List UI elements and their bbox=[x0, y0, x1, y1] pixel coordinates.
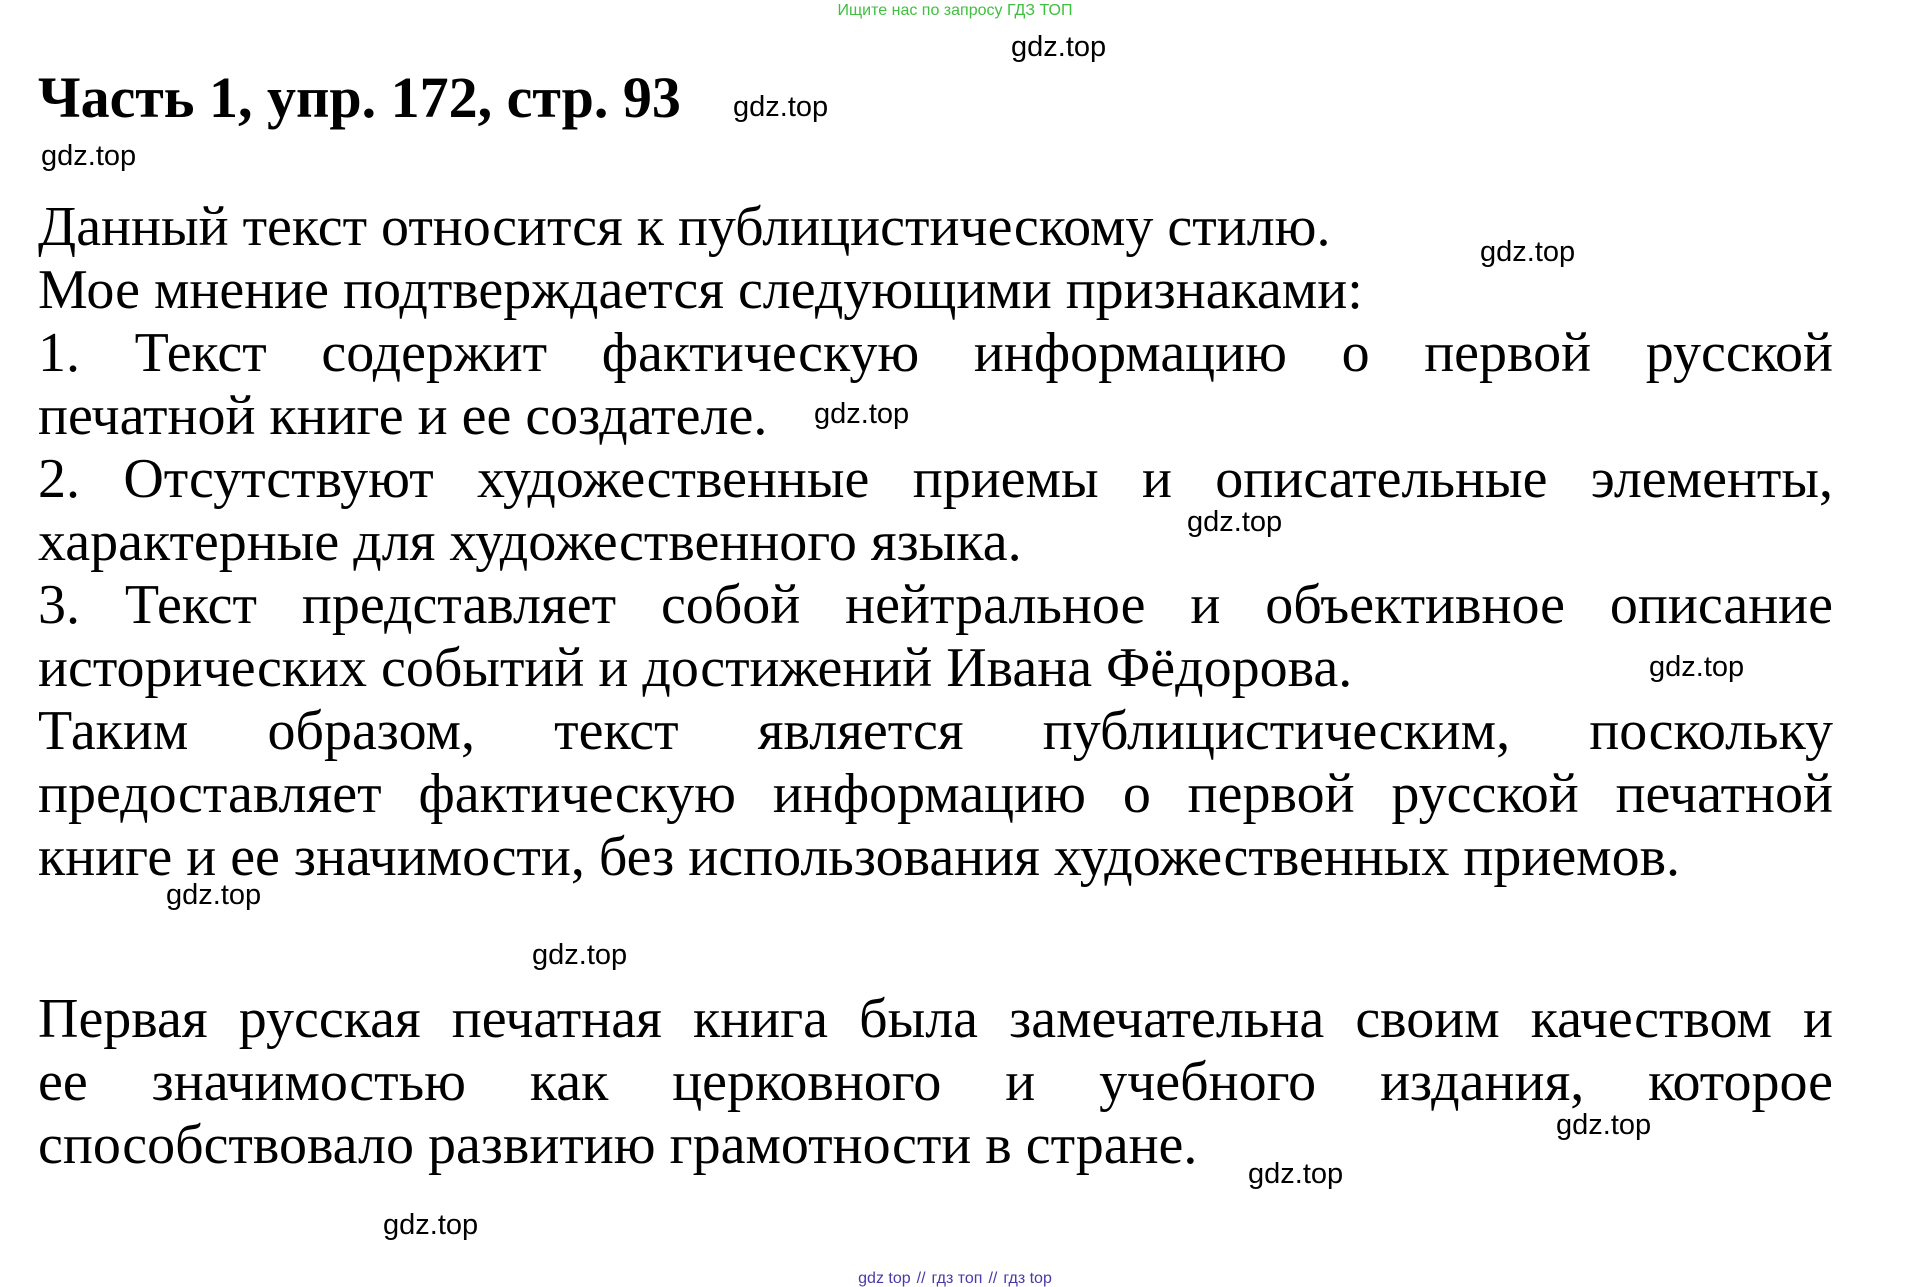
text-line: предоставляет фактическую информацию о первой русской печатной bbox=[38, 763, 1833, 825]
footer-link-gdz-top-mixed[interactable]: гдз top bbox=[1003, 1270, 1052, 1287]
watermark: gdz.top bbox=[1649, 651, 1745, 683]
text-line: 1. Текст содержит фактическую информацию о первой русской bbox=[38, 322, 1833, 384]
watermark: gdz.top bbox=[532, 939, 628, 971]
search-banner: Ищите нас по запросу ГДЗ ТОП bbox=[837, 2, 1073, 19]
text-line: печатной книге и ее создателе. bbox=[38, 385, 768, 447]
watermark: gdz.top bbox=[1011, 31, 1107, 63]
text-line: Первая русская печатная книга была замечательна своим качеством и bbox=[38, 988, 1833, 1050]
text-line: 2. Отсутствуют художественные приемы и описательные элементы, bbox=[38, 448, 1833, 510]
watermark: gdz.top bbox=[1187, 506, 1283, 538]
footer-links bbox=[0, 1272, 1910, 1286]
page-title: Часть 1, упр. 172, стр. 93 bbox=[38, 65, 681, 130]
text-line: ее значимостью как церковного и учебного издания, которое bbox=[38, 1051, 1833, 1113]
text-line: способствовало развитию грамотности в стране. bbox=[38, 1114, 1198, 1176]
text-line: характерные для художественного языка. bbox=[38, 511, 1022, 573]
text-line: Мое мнение подтверждается следующими признаками: bbox=[38, 259, 1363, 321]
watermark: gdz.top bbox=[383, 1209, 479, 1241]
footer-link-gdz-top[interactable]: gdz top bbox=[858, 1270, 911, 1287]
text-line: 3. Текст представляет собой нейтральное и объективное описание bbox=[38, 574, 1833, 636]
watermark: gdz.top bbox=[1556, 1109, 1652, 1141]
answer-paragraph bbox=[38, 196, 1833, 889]
watermark: gdz.top bbox=[1248, 1158, 1344, 1190]
text-line: Таким образом, текст является публицистическим, поскольку bbox=[38, 700, 1833, 762]
watermark: gdz.top bbox=[814, 398, 910, 430]
watermark: gdz.top bbox=[1480, 236, 1576, 268]
footer-separator: // bbox=[988, 1270, 998, 1287]
footer-link-gdz-top-ru[interactable]: гдз топ bbox=[931, 1270, 983, 1287]
text-line: книге и ее значимости, без использования художественных приемов. bbox=[38, 826, 1681, 888]
summary-paragraph bbox=[38, 988, 1833, 1177]
text-line: исторических событий и достижений Ивана Фёдорова. bbox=[38, 637, 1353, 699]
text-line: Данный текст относится к публицистическому стилю. bbox=[38, 196, 1331, 258]
watermark: gdz.top bbox=[41, 140, 137, 172]
watermark: gdz.top bbox=[733, 91, 829, 123]
footer-separator: // bbox=[916, 1270, 926, 1287]
watermark: gdz.top bbox=[166, 879, 262, 911]
